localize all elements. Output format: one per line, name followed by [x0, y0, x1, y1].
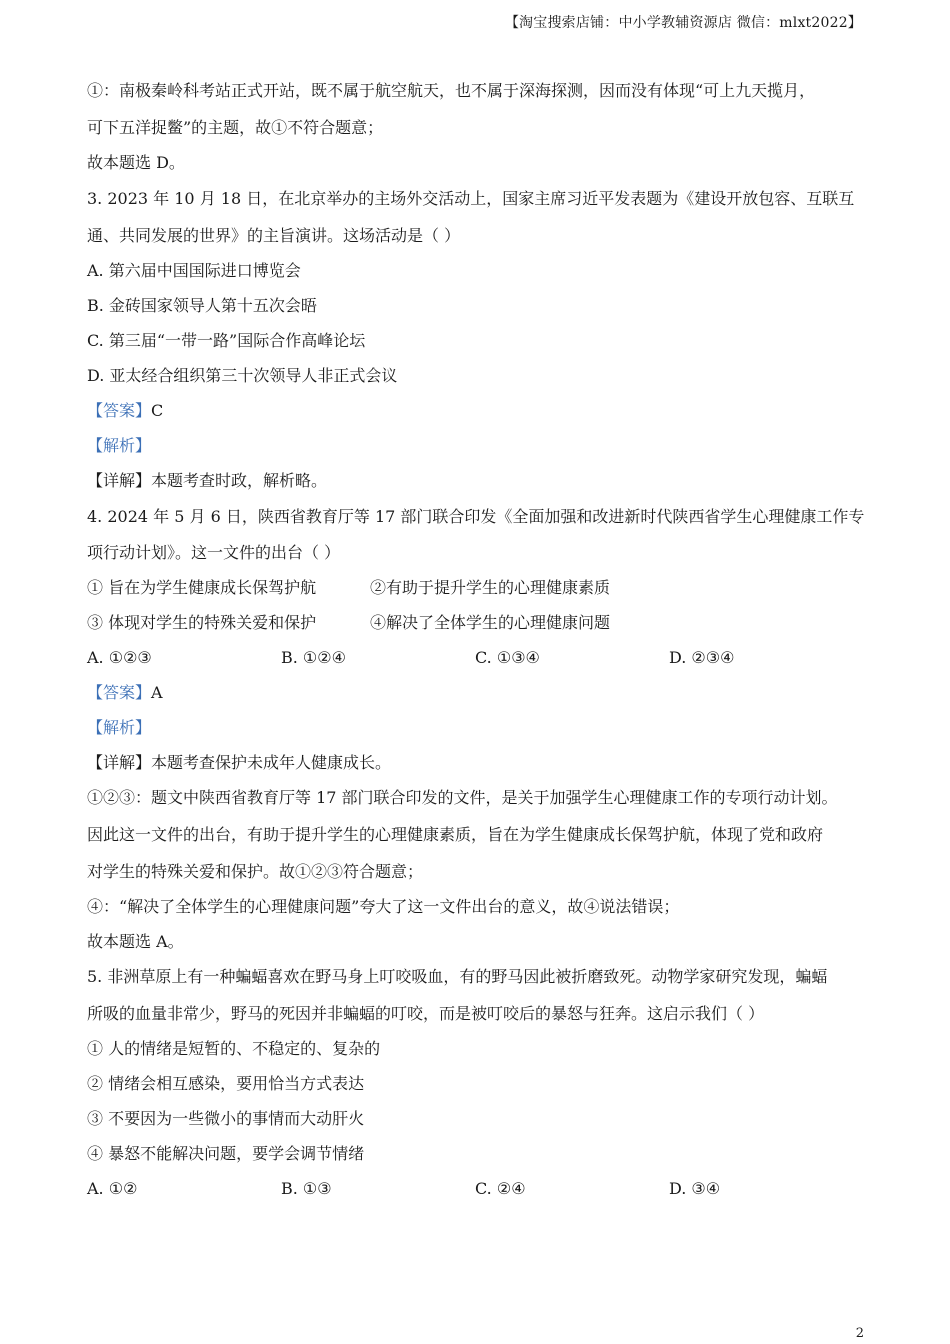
q4-stem-line-1: 4. 2024 年 5 月 6 日，陕西省教育厅等 17 部门联合印发《全面加强和改进新时代陕西省学生心理健康工作专	[87, 507, 865, 526]
q3-option-b: B. 金砖国家领导人第十五次会晤	[87, 296, 317, 315]
q4-detail-text: 本题考查保护未成年人健康成长。	[151, 753, 392, 772]
q3-answer-tag: 【答案】	[87, 401, 152, 420]
q4-analysis-tag	[87, 718, 151, 738]
q5-statement-1: ① 人的情绪是短暂的、不稳定的、复杂的	[87, 1039, 381, 1058]
q3-analysis-tag	[87, 436, 151, 456]
q4-explain-line-2: 因此这一文件的出台，有助于提升学生的心理健康素质，旨在为学生健康成长保驾护航，体现了党和政府	[87, 825, 824, 844]
q3-answer	[87, 401, 163, 421]
q4-explain-line-3: 对学生的特殊关爱和保护。故①②③符合题意；	[87, 862, 424, 881]
q5-choice-c: C. ②④	[475, 1179, 526, 1198]
q5-statement-2: ② 情绪会相互感染，要用恰当方式表达	[87, 1074, 365, 1093]
q4-choice-a: A. ①②③	[87, 648, 152, 667]
q4-choice-c: C. ①③④	[475, 648, 540, 667]
q3-analysis-label: 【解析】	[87, 436, 152, 455]
q4-statement-1: ① 旨在为学生健康成长保驾护航	[87, 578, 317, 597]
q4-statement-3: ③ 体现对学生的特殊关爱和保护	[87, 613, 317, 632]
q4-explain-line-4: ④：“解决了全体学生的心理健康问题”夸大了这一文件出台的意义，故④说法错误；	[87, 897, 680, 916]
q3-detail	[87, 471, 327, 491]
q3-detail-text: 本题考查时政，解析略。	[151, 471, 328, 490]
q2-analysis-line-1: ①：南极秦岭科考站正式开站，既不属于航空航天，也不属于深海探测，因而没有体现“可上九天揽月，	[87, 81, 816, 100]
q3-option-a: A. 第六届中国国际进口博览会	[87, 261, 301, 280]
q4-explain-line-1: ①②③：题文中陕西省教育厅等 17 部门联合印发的文件，是关于加强学生心理健康工作的专项行动计划。	[87, 788, 838, 807]
q3-stem-line-1: 3. 2023 年 10 月 18 日，在北京举办的主场外交活动上，国家主席习近平发表题为《建设开放包容、互联互	[87, 189, 855, 208]
q2-analysis-line-2: 可下五洋捉鳖”的主题，故①不符合题意；	[87, 118, 384, 137]
q5-stem-line-1: 5. 非洲草原上有一种蝙蝠喜欢在野马身上叮咬吸血，有的野马因此被折磨致死。动物学家研究发现，蝙蝠	[87, 967, 828, 986]
q4-analysis-label: 【解析】	[87, 718, 152, 737]
page-number: 2	[855, 1326, 864, 1341]
q3-stem-line-2: 通、共同发展的世界》的主旨演讲。这场活动是（ ）	[87, 226, 461, 245]
q4-answer-value: A	[151, 683, 163, 702]
q4-choice-d: D. ②③④	[669, 648, 735, 667]
q4-statement-4: ④解决了全体学生的心理健康问题	[370, 613, 611, 632]
q5-statement-4: ④ 暴怒不能解决问题，要学会调节情绪	[87, 1144, 365, 1163]
page-header: 【淘宝搜索店铺：中小学教辅资源店 微信：mlxt2022】	[504, 15, 862, 31]
q5-statement-3: ③ 不要因为一些微小的事情而大动肝火	[87, 1109, 365, 1128]
q4-answer	[87, 683, 163, 703]
q3-answer-value: C	[151, 401, 164, 420]
q5-choice-d: D. ③④	[669, 1179, 721, 1198]
q4-statement-2: ②有助于提升学生的心理健康素质	[370, 578, 611, 597]
q5-stem-line-2: 所吸的血量非常少，野马的死因并非蝙蝠的叮咬，而是被叮咬后的暴怒与狂奔。这启示我们（ ）	[87, 1004, 765, 1023]
q4-conclusion: 故本题选 A。	[87, 932, 184, 951]
q2-conclusion: 故本题选 D。	[87, 153, 185, 172]
q4-answer-tag: 【答案】	[87, 683, 152, 702]
q4-choice-b: B. ①②④	[281, 648, 346, 667]
q4-stem-line-2: 项行动计划》。这一文件的出台（ ）	[87, 543, 341, 562]
q4-detail	[87, 753, 391, 773]
q5-choice-a: A. ①②	[87, 1179, 138, 1198]
q4-detail-tag: 【详解】	[87, 753, 152, 772]
q3-option-c: C. 第三届“一带一路”国际合作高峰论坛	[87, 331, 366, 350]
q5-choice-b: B. ①③	[281, 1179, 332, 1198]
q3-detail-tag: 【详解】	[87, 471, 152, 490]
q3-option-d: D. 亚太经合组织第三十次领导人非正式会议	[87, 366, 398, 385]
